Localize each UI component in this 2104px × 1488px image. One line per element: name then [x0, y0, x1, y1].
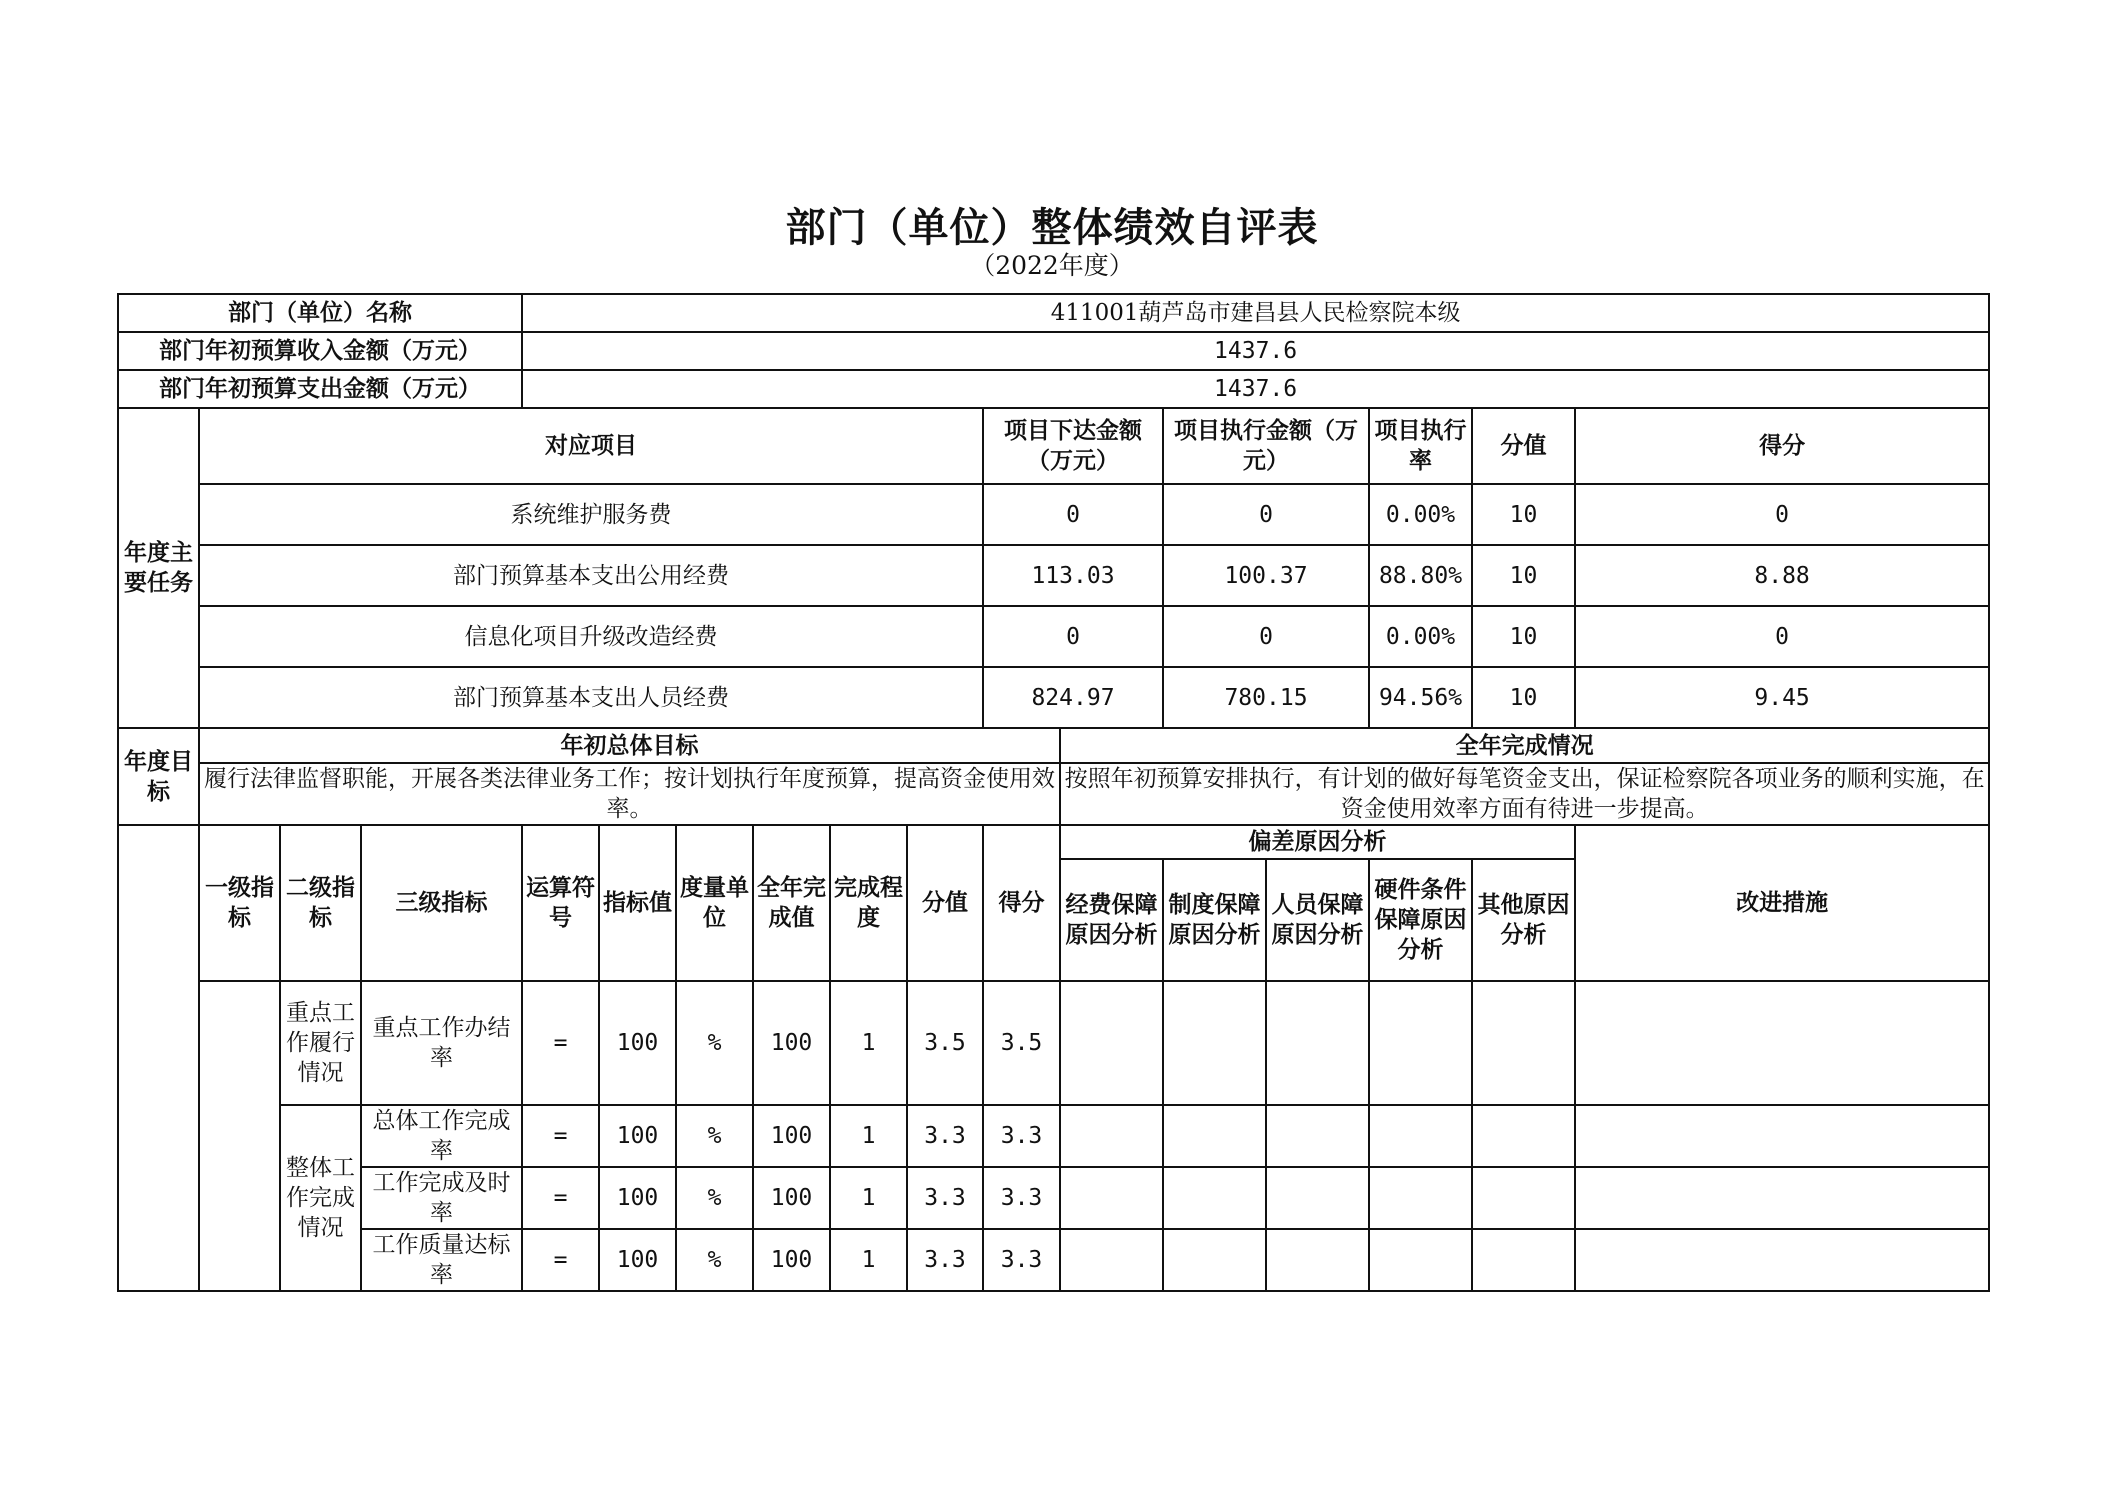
task-allocated: 0: [983, 606, 1163, 667]
ind-dev-personnel: [1266, 1105, 1369, 1167]
ind-header-operator: 运算符号: [522, 825, 599, 981]
ind-dev-funding: [1060, 1105, 1163, 1167]
ind-degree: 1: [830, 1167, 907, 1229]
ind-dev-funding: [1060, 1167, 1163, 1229]
tasks-header-score: 得分: [1575, 408, 1989, 484]
indicators-section-label: [118, 825, 199, 1291]
ind-unit: %: [676, 1105, 753, 1167]
indicators-header-row: [118, 825, 1989, 859]
ind-target: 100: [599, 1167, 676, 1229]
ind-header-dev-hardware: 硬件条件保障原因分析: [1369, 859, 1472, 981]
task-allocated: 113.03: [983, 545, 1163, 606]
dept-name-label: 部门（单位）名称: [118, 294, 522, 332]
ind-operator: =: [522, 981, 599, 1105]
goals-initial-text: 履行法律监督职能，开展各类法律业务工作；按计划执行年度预算，提高资金使用效率。: [199, 763, 1060, 825]
ind-dev-funding: [1060, 981, 1163, 1105]
ind-degree: 1: [830, 1229, 907, 1291]
ind-improvement: [1575, 1105, 1989, 1167]
ind-operator: =: [522, 1167, 599, 1229]
tasks-header-executed: 项目执行金额（万元）: [1163, 408, 1369, 484]
ind-score-value: 3.3: [907, 1105, 983, 1167]
ind-dev-other: [1472, 1167, 1575, 1229]
ind-score-value: 3.5: [907, 981, 983, 1105]
task-rate: 0.00%: [1369, 606, 1472, 667]
ind-dev-hardware: [1369, 1167, 1472, 1229]
task-allocated: 824.97: [983, 667, 1163, 728]
tasks-header-rate: 项目执行率: [1369, 408, 1472, 484]
ind-dev-other: [1472, 1229, 1575, 1291]
ind-header-dev-other: 其他原因分析: [1472, 859, 1575, 981]
ind-degree: 1: [830, 1105, 907, 1167]
ind-actual: 100: [753, 981, 830, 1105]
ind-header-level1: 一级指标: [199, 825, 280, 981]
expense-row: [118, 370, 1989, 408]
task-executed: 100.37: [1163, 545, 1369, 606]
ind-dev-system: [1163, 1105, 1266, 1167]
ind-header-dev-funding: 经费保障原因分析: [1060, 859, 1163, 981]
ind-header-dev-system: 制度保障原因分析: [1163, 859, 1266, 981]
task-score: 0: [1575, 606, 1989, 667]
task-row: [118, 606, 1989, 667]
tasks-section-label: 年度主要任务: [118, 408, 199, 728]
ind-score: 3.3: [983, 1229, 1060, 1291]
ind-improvement: [1575, 981, 1989, 1105]
task-score: 0: [1575, 484, 1989, 545]
ind-dev-other: [1472, 1105, 1575, 1167]
dept-name-row: [118, 294, 1989, 332]
self-evaluation-table: [117, 293, 1990, 1292]
task-executed: 0: [1163, 606, 1369, 667]
ind-header-improvement: 改进措施: [1575, 825, 1989, 981]
ind-unit: %: [676, 1229, 753, 1291]
task-project: 部门预算基本支出公用经费: [199, 545, 983, 606]
indicator-row: [118, 1229, 1989, 1291]
ind-dev-hardware: [1369, 1105, 1472, 1167]
indicator-row: [118, 1105, 1989, 1167]
ind-header-score-value: 分值: [907, 825, 983, 981]
task-rate: 0.00%: [1369, 484, 1472, 545]
task-score: 8.88: [1575, 545, 1989, 606]
task-project: 信息化项目升级改造经费: [199, 606, 983, 667]
expense-value: 1437.6: [522, 370, 1989, 408]
ind-dev-hardware: [1369, 1229, 1472, 1291]
income-value: 1437.6: [522, 332, 1989, 370]
task-row: [118, 545, 1989, 606]
ind-header-unit: 度量单位: [676, 825, 753, 981]
ind-dev-hardware: [1369, 981, 1472, 1105]
task-score-value: 10: [1472, 606, 1575, 667]
task-allocated: 0: [983, 484, 1163, 545]
task-score: 9.45: [1575, 667, 1989, 728]
ind-dev-system: [1163, 1167, 1266, 1229]
ind-dev-system: [1163, 1229, 1266, 1291]
ind-level3: 工作完成及时率: [361, 1167, 522, 1229]
ind-level2: 整体工作完成情况: [280, 1105, 361, 1291]
ind-header-dev-personnel: 人员保障原因分析: [1266, 859, 1369, 981]
ind-level3: 重点工作办结率: [361, 981, 522, 1105]
ind-dev-funding: [1060, 1229, 1163, 1291]
ind-improvement: [1575, 1167, 1989, 1229]
income-row: [118, 332, 1989, 370]
ind-dev-system: [1163, 981, 1266, 1105]
ind-header-score: 得分: [983, 825, 1060, 981]
ind-score-value: 3.3: [907, 1229, 983, 1291]
tasks-header-row: [118, 408, 1989, 484]
task-rate: 88.80%: [1369, 545, 1472, 606]
task-executed: 0: [1163, 484, 1369, 545]
ind-score: 3.3: [983, 1105, 1060, 1167]
expense-label: 部门年初预算支出金额（万元）: [118, 370, 522, 408]
indicator-row: [118, 1167, 1989, 1229]
ind-dev-personnel: [1266, 981, 1369, 1105]
goals-section-label: 年度目标: [118, 728, 199, 825]
ind-header-actual: 全年完成值: [753, 825, 830, 981]
ind-header-deviation: 偏差原因分析: [1060, 825, 1575, 859]
task-row: [118, 667, 1989, 728]
ind-target: 100: [599, 981, 676, 1105]
ind-dev-personnel: [1266, 1229, 1369, 1291]
ind-target: 100: [599, 1105, 676, 1167]
task-row: [118, 484, 1989, 545]
goals-header-row: [118, 728, 1989, 763]
ind-unit: %: [676, 981, 753, 1105]
ind-header-target: 指标值: [599, 825, 676, 981]
task-rate: 94.56%: [1369, 667, 1472, 728]
ind-degree: 1: [830, 981, 907, 1105]
goals-completion-header: 全年完成情况: [1060, 728, 1989, 763]
ind-target: 100: [599, 1229, 676, 1291]
page-subtitle: （2022年度）: [970, 251, 1134, 280]
ind-header-level3: 三级指标: [361, 825, 522, 981]
task-score-value: 10: [1472, 484, 1575, 545]
dept-name-value: 411001葫芦岛市建昌县人民检察院本级: [522, 294, 1989, 332]
indicator-row: [118, 981, 1989, 1105]
ind-actual: 100: [753, 1229, 830, 1291]
ind-operator: =: [522, 1229, 599, 1291]
ind-actual: 100: [753, 1167, 830, 1229]
goals-initial-header: 年初总体目标: [199, 728, 1060, 763]
ind-level3: 工作质量达标率: [361, 1229, 522, 1291]
ind-score: 3.5: [983, 981, 1060, 1105]
task-project: 部门预算基本支出人员经费: [199, 667, 983, 728]
ind-dev-other: [1472, 981, 1575, 1105]
ind-actual: 100: [753, 1105, 830, 1167]
ind-header-level2: 二级指标: [280, 825, 361, 981]
ind-improvement: [1575, 1229, 1989, 1291]
goals-content-row: [118, 763, 1989, 825]
task-project: 系统维护服务费: [199, 484, 983, 545]
ind-dev-personnel: [1266, 1167, 1369, 1229]
ind-level1-cell: [199, 981, 280, 1291]
task-score-value: 10: [1472, 667, 1575, 728]
tasks-header-project: 对应项目: [199, 408, 983, 484]
task-score-value: 10: [1472, 545, 1575, 606]
task-executed: 780.15: [1163, 667, 1369, 728]
goals-completion-text: 按照年初预算安排执行，有计划的做好每笔资金支出，保证检察院各项业务的顺利实施，在资金使用效率方面有待进一步提高。: [1060, 763, 1989, 825]
ind-operator: =: [522, 1105, 599, 1167]
ind-header-degree: 完成程度: [830, 825, 907, 981]
tasks-header-allocated: 项目下达金额（万元）: [983, 408, 1163, 484]
income-label: 部门年初预算收入金额（万元）: [118, 332, 522, 370]
ind-level2: 重点工作履行情况: [280, 981, 361, 1105]
tasks-header-score-value: 分值: [1472, 408, 1575, 484]
ind-level3: 总体工作完成率: [361, 1105, 522, 1167]
ind-unit: %: [676, 1167, 753, 1229]
ind-score: 3.3: [983, 1167, 1060, 1229]
page-title: 部门（单位）整体绩效自评表: [785, 205, 1319, 251]
ind-score-value: 3.3: [907, 1167, 983, 1229]
